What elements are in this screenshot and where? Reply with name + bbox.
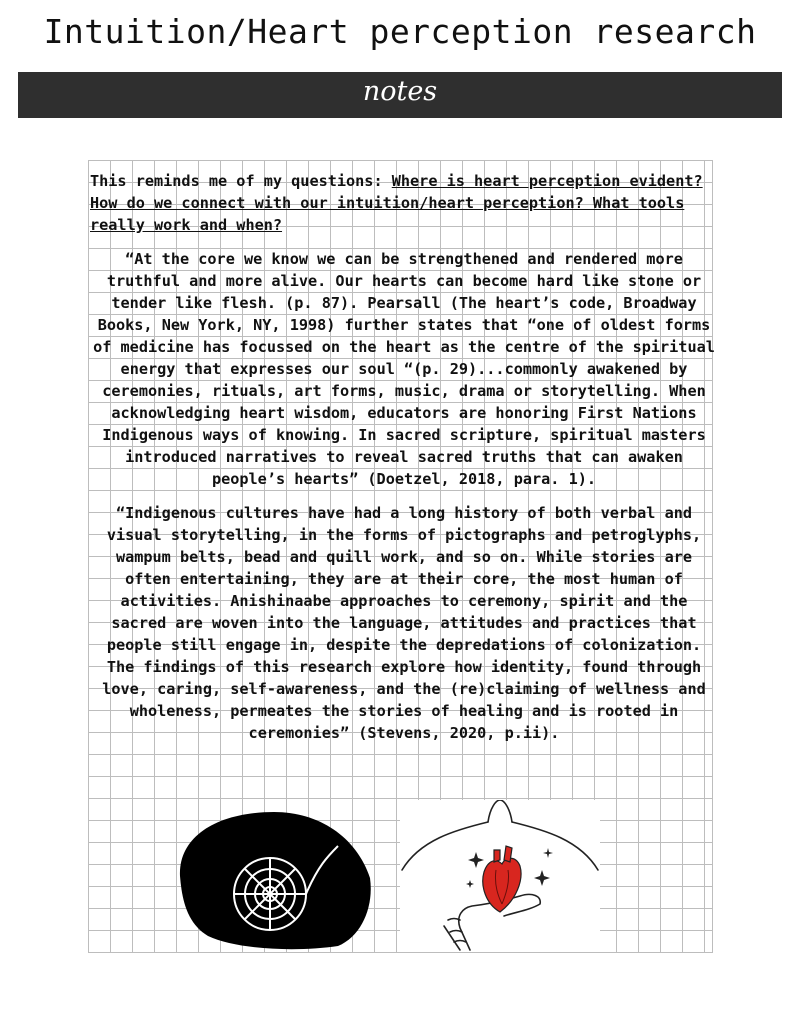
heart-in-hand-icon [400,800,600,952]
quote-doetzel: “At the core we know we can be strengthened and rendered more truthful and more alive. Our hearts can become hard like stone or tender like flesh. (p. 87). Pearsall (The heart’s code, Broadway Books, New York, NY, 1998) further states that “one of oldest forms of medicine has focussed on the heart as the centre of the spiritual energy that expresses our soul “(p. 29)...commonly awakened by ceremonies, rituals, art forms, music, drama or storytelling. When acknowledging heart wisdom, educators are honoring First Nations Indigenous ways of knowing. In sacred scripture, spiritual masters introduced narratives to reveal sacred truths that can awaken people’s hearts” (Doetzel, 2018, para. 1). [93,250,715,488]
nautilus-shell-icon [178,806,374,950]
intro-paragraph [90,170,718,236]
research-questions: Where is heart perception evident? How do we connect with our intuition/heart perception? What tools really work and when? [90,172,703,234]
quote-stevens: “Indigenous cultures have had a long history of both verbal and visual storytelling, in the forms of pictographs and petroglyphs, wampum belts, bead and quill work, and so on. While stories are often entertaining, they are at their core, the most human of activities. Anishinaabe approaches to ceremony, spirit and the sacred are woven into the language, attitudes and practices that people still engage in, despite the depredations of colonization. The findings of this research explore how identity, found through love, caring, self-awareness, and the (re)claiming of wellness and wholeness, permeates the stories of healing and is rooted in ceremonies” (Stevens, 2020, p.ii). [102,504,706,742]
intro-text: This reminds me of my questions: [90,172,392,190]
page-title: Intuition/Heart perception research [43,12,757,51]
notes-banner [18,72,782,118]
banner-label: notes [362,76,438,107]
notes-content [90,170,718,756]
